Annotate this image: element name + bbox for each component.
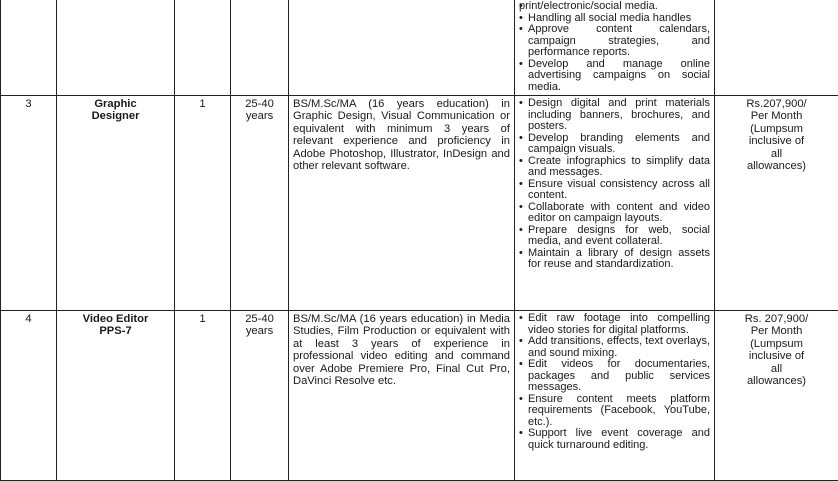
post-title-cell	[57, 0, 175, 96]
qualification-cell	[289, 0, 515, 96]
pay-cell: Rs. 207,900/ Per Month (Lumpsum inclusive of all allowances)	[715, 311, 838, 481]
duty-item: • Prepare designs for web, social media, and event collateral.	[519, 225, 710, 248]
duty-item: • Develop and manage online advertising campaigns on social media.	[519, 59, 710, 94]
age-limit-cell	[231, 0, 289, 96]
duties-cell	[515, 311, 715, 481]
table-row	[1, 0, 838, 96]
duty-item: • Add transitions, effects, text overlays, and sound mixing.	[519, 336, 710, 359]
post-title-cell: Graphic Designer	[57, 96, 175, 311]
post-title-cell: Video Editor PPS-7	[57, 311, 175, 481]
duty-item: • Support live event coverage and quick turnaround editing.	[519, 428, 710, 451]
duties-list	[519, 1, 710, 93]
duty-item: • Edit raw footage into compelling video stories for digital platforms.	[519, 313, 710, 336]
duty-item: • Develop branding elements and campaign visuals.	[519, 133, 710, 156]
duty-item: • Design digital and print materials including banners, brochures, and posters.	[519, 98, 710, 133]
pay-cell	[715, 0, 838, 96]
number-of-posts-cell	[175, 0, 231, 96]
duties-list	[519, 313, 710, 451]
number-of-posts-cell: 1	[175, 96, 231, 311]
qualification-cell: BS/M.Sc/MA (16 years education) in Media Studies, Film Production or equivalent with at least 3 years of experience in professional video editing and command over Adobe Premiere Pro, Final Cut Pro, DaVinci Resolve etc.	[289, 311, 515, 481]
duties-list	[519, 98, 710, 271]
number-of-posts-cell: 1	[175, 311, 231, 481]
duty-item: • Approve content calendars, campaign strategies, and performance reports.	[519, 24, 710, 59]
table-row	[1, 96, 838, 311]
duty-item: • Edit videos for documentaries, packages and public services messages.	[519, 359, 710, 394]
duty-item: • Ensure content meets platform requirements (Facebook, YouTube, etc.).	[519, 394, 710, 429]
duty-item: • print/electronic/social media.	[519, 1, 710, 13]
duties-cell	[515, 96, 715, 311]
pay-cell: Rs.207,900/ Per Month (Lumpsum inclusive of all allowances)	[715, 96, 838, 311]
duty-item: • Collaborate with content and video editor on campaign layouts.	[519, 202, 710, 225]
age-limit-cell: 25-40 years	[231, 96, 289, 311]
duty-item: • Create infographics to simplify data and messages.	[519, 156, 710, 179]
serial-number-cell	[1, 0, 57, 96]
serial-number-cell: 3	[1, 96, 57, 311]
qualification-cell: BS/M.Sc/MA (16 years education) in Graphic Design, Visual Communication or equivalent with minimum 3 years of relevant experience and proficiency in Adobe Photoshop, Illustrator, InDesign and other relevant software.	[289, 96, 515, 311]
duty-item: • Maintain a library of design assets for reuse and standardization.	[519, 248, 710, 271]
age-limit-cell: 25-40 years	[231, 311, 289, 481]
serial-number-cell: 4	[1, 311, 57, 481]
duties-cell	[515, 0, 715, 96]
duty-item: • Ensure visual consistency across all content.	[519, 179, 710, 202]
table-row	[1, 311, 838, 481]
duty-item: • Handling all social media handles	[519, 13, 710, 25]
